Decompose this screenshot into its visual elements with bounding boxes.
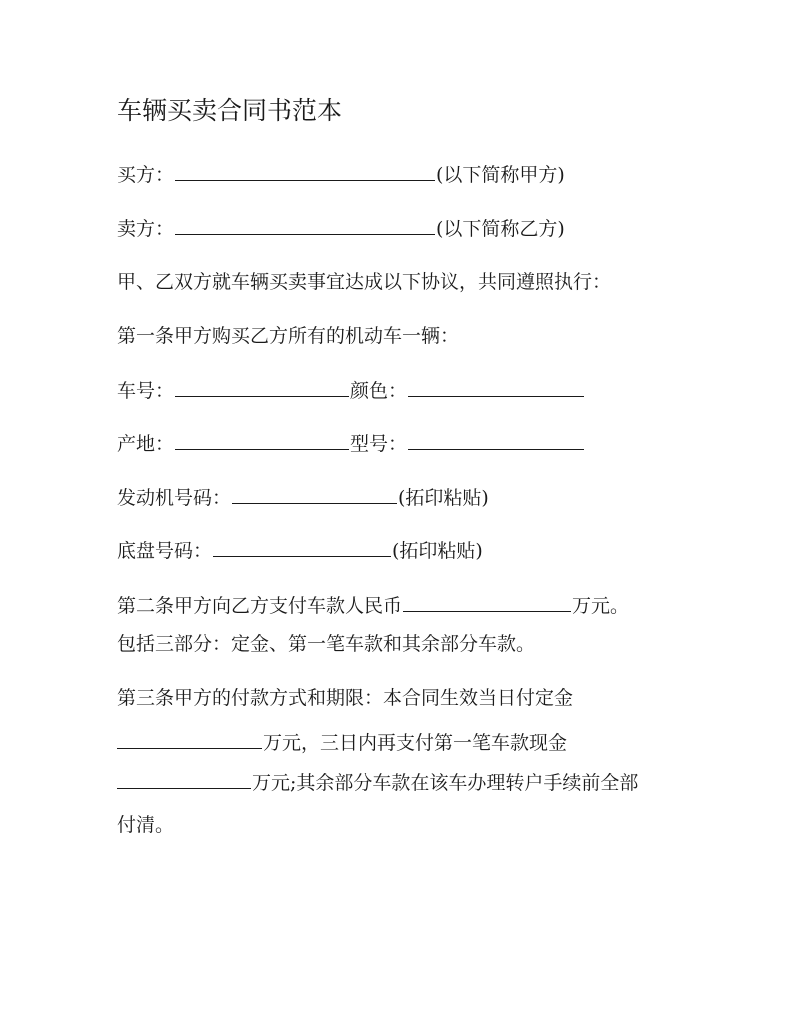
plate-label: 车号： bbox=[117, 380, 175, 402]
seller-blank[interactable] bbox=[175, 214, 435, 235]
engine-line bbox=[117, 483, 489, 512]
engine-label: 发动机号码： bbox=[117, 487, 232, 509]
article3-line3 bbox=[117, 768, 638, 797]
chassis-blank[interactable] bbox=[213, 536, 391, 557]
chassis-line bbox=[117, 536, 483, 565]
plate-blank[interactable] bbox=[175, 376, 349, 397]
document-title: 车辆买卖合同书范本 bbox=[117, 96, 343, 125]
model-label: 型号： bbox=[350, 433, 408, 455]
article3-line2-text: 万元，三日内再支付第一笔车款现金 bbox=[263, 732, 568, 754]
engine-suffix: (拓印粘贴) bbox=[398, 487, 489, 509]
article2-line2: 包括三部分：定金、第一笔车款和其余部分车款。 bbox=[117, 633, 536, 655]
article3-line4: 付清。 bbox=[117, 814, 175, 836]
deposit-blank[interactable] bbox=[117, 728, 262, 749]
buyer-suffix: (以下简称甲方) bbox=[436, 164, 565, 186]
buyer-blank[interactable] bbox=[175, 160, 435, 181]
article3-line2 bbox=[117, 728, 567, 757]
first-payment-blank[interactable] bbox=[117, 768, 251, 789]
seller-suffix: (以下简称乙方) bbox=[436, 218, 565, 240]
chassis-label: 底盘号码： bbox=[117, 540, 213, 562]
article2-line1 bbox=[117, 591, 629, 620]
model-blank[interactable] bbox=[408, 429, 584, 450]
color-label: 颜色： bbox=[350, 380, 408, 402]
intro-text: 甲、乙双方就车辆买卖事宜达成以下协议，共同遵照执行： bbox=[117, 271, 612, 293]
origin-label: 产地： bbox=[117, 433, 175, 455]
article1-heading: 第一条甲方购买乙方所有的机动车一辆： bbox=[117, 325, 460, 347]
plate-color-line bbox=[117, 376, 585, 405]
seller-line bbox=[117, 214, 565, 243]
origin-blank[interactable] bbox=[175, 429, 349, 450]
article3-line1: 第三条甲方的付款方式和期限：本合同生效当日付定金 bbox=[117, 687, 574, 709]
engine-blank[interactable] bbox=[232, 483, 397, 504]
article2-prefix: 第二条甲方向乙方支付车款人民币 bbox=[117, 595, 403, 617]
seller-label: 卖方： bbox=[117, 218, 175, 240]
article3-line3-text: 万元;其余部分车款在该车办理转户手续前全部 bbox=[252, 772, 639, 794]
buyer-line bbox=[117, 160, 565, 189]
buyer-label: 买方： bbox=[117, 164, 175, 186]
color-blank[interactable] bbox=[408, 376, 584, 397]
price-blank[interactable] bbox=[403, 591, 571, 612]
chassis-suffix: (拓印粘贴) bbox=[392, 540, 483, 562]
origin-model-line bbox=[117, 429, 585, 458]
article2-suffix: 万元。 bbox=[572, 595, 630, 617]
